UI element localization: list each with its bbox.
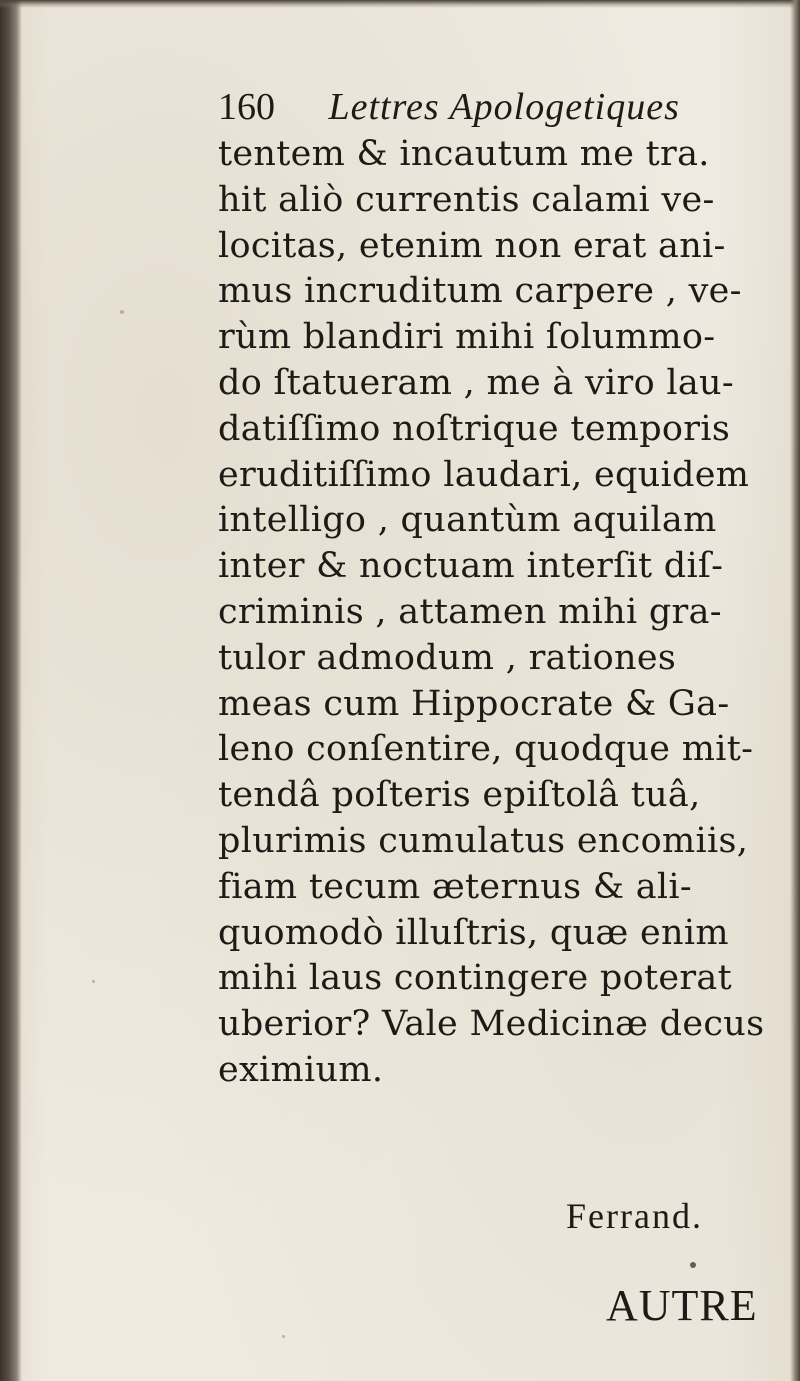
right-page-edge	[790, 0, 800, 1381]
text-line: mus incruditum carpere , ve-	[218, 271, 742, 312]
text-line: leno conſentire, quodque mit-	[218, 729, 754, 770]
text-line: datiſſimo noſtrique temporis	[218, 408, 731, 449]
text-line: do ſtatueram , me à viro lau-	[218, 362, 735, 403]
paper-speck	[120, 310, 124, 314]
text-line: intelligo , quantùm aquilam	[218, 500, 717, 541]
text-line: tentem & incautum me tra.	[218, 134, 710, 174]
catchword: AUTRE	[606, 1281, 758, 1330]
paper-speck	[282, 1335, 285, 1338]
text-line: hit aliò currentis calami ve-	[218, 179, 715, 220]
signature: Ferrand.	[566, 1196, 703, 1236]
main-text-block	[218, 82, 778, 1094]
text-line: meas cum Hippocrate & Ga-	[218, 683, 730, 724]
text-line: tulor admodum , rationes	[218, 637, 677, 678]
text-line: eruditiſſimo laudari, equidem	[218, 454, 750, 495]
text-line: rùm blandiri mihi ſolummo-	[218, 317, 716, 358]
running-header	[218, 82, 778, 132]
top-page-edge	[0, 0, 800, 8]
binding-edge	[0, 0, 22, 1381]
page-number: 160	[218, 86, 275, 128]
text-line: tendâ poſteris epiſtolâ tuâ,	[218, 775, 701, 816]
text-line: criminis , attamen mihi gra-	[218, 591, 722, 632]
running-title: Lettres Apologetiques	[328, 86, 680, 128]
text-line: quomodò illuſtris, quæ enim	[218, 912, 729, 953]
paper-speck	[690, 1262, 696, 1268]
text-line: locitas, etenim non erat ani-	[218, 225, 726, 266]
text-line: plurimis cumulatus encomiis,	[218, 820, 749, 861]
text-line: inter & noctuam interſit diſ-	[218, 546, 724, 587]
paper-speck	[92, 980, 95, 983]
text-line: fiam tecum æternus & ali-	[218, 866, 693, 907]
text-line: eximium.	[218, 1049, 384, 1090]
body-text	[218, 132, 778, 1094]
text-line: mihi laus contingere poterat	[218, 958, 732, 999]
text-line: uberior? Vale Medicinæ decus	[218, 1004, 765, 1045]
